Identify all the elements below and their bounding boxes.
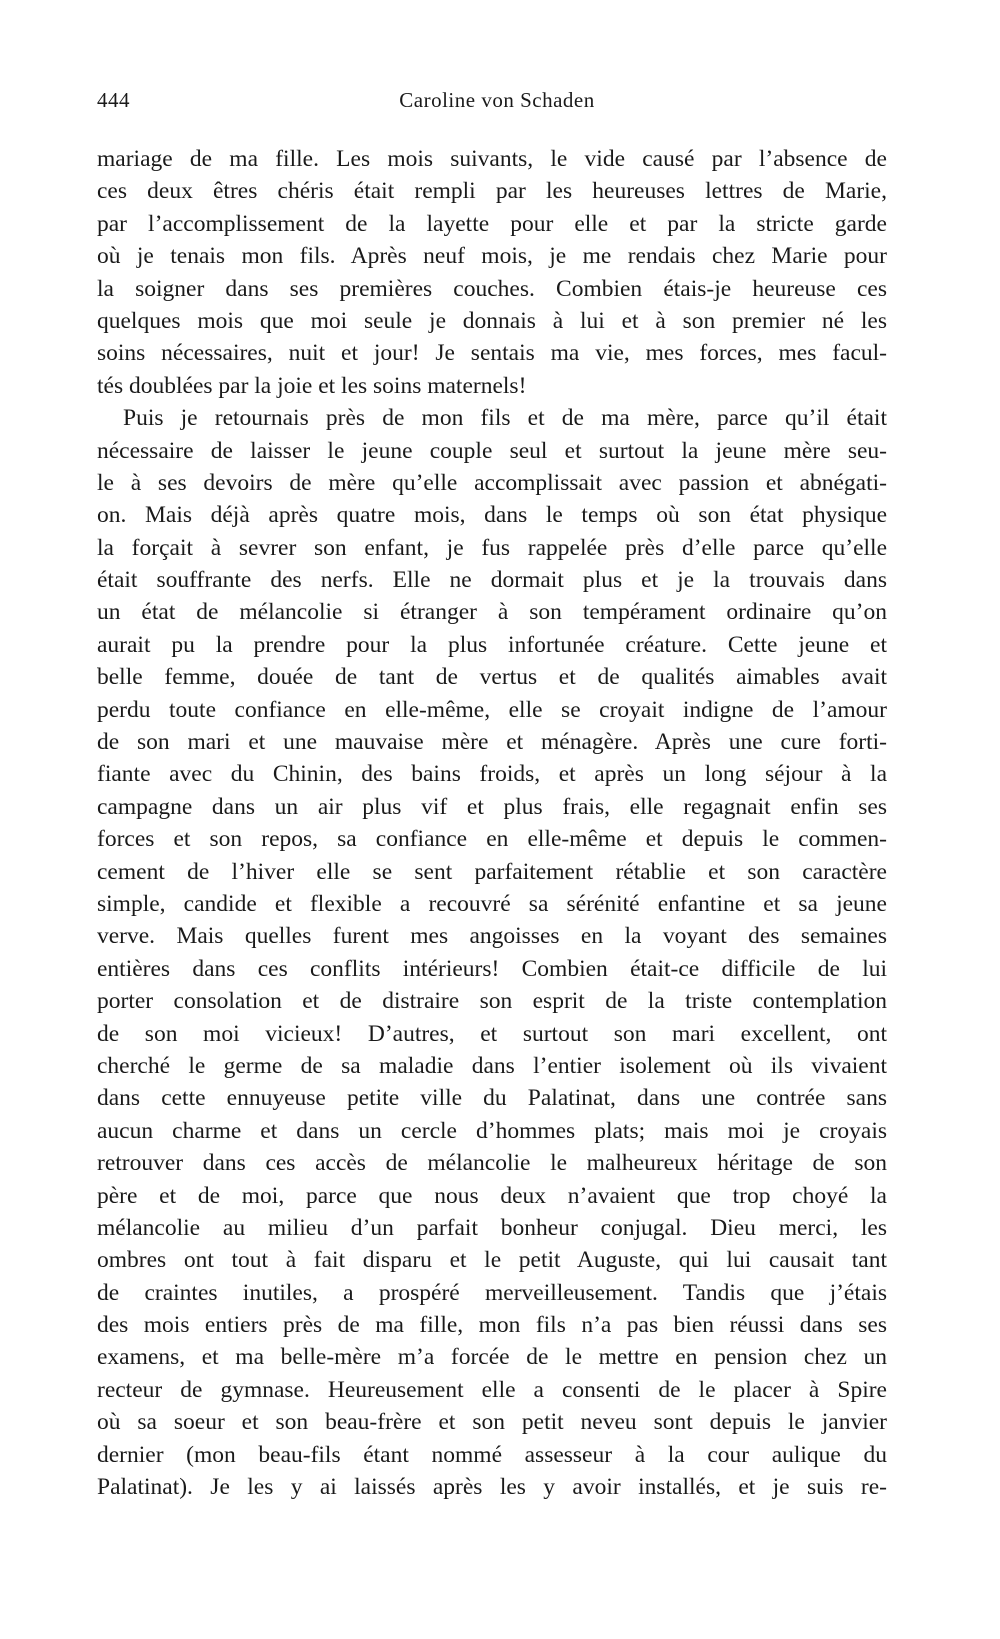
text-line: dernier (mon beau-fils étant nommé assesseur à la cour aulique du — [97, 1441, 887, 1468]
text-line: Palatinat). Je les y ai laissés après les y avoir installés, et je suis re- — [97, 1474, 887, 1501]
text-line: entières dans ces conflits intérieurs! Combien était-ce difficile de lui — [97, 955, 887, 982]
running-head — [97, 82, 897, 118]
text-line: examens, et ma belle-mère m’a forcée de le mettre en pension chez un — [97, 1344, 887, 1371]
text-line: dans cette ennuyeuse petite ville du Palatinat, dans une contrée sans — [97, 1085, 887, 1112]
text-line: campagne dans un air plus vif et plus frais, elle regagnait enfin ses — [97, 793, 887, 820]
text-line: cherché le germe de sa maladie dans l’entier isolement où ils vivaient — [97, 1052, 887, 1079]
body-text — [97, 143, 887, 1503]
text-line: un état de mélancolie si étranger à son tempérament ordinaire qu’on — [97, 599, 887, 626]
paragraph-first-line: Puis je retournais près de mon fils et de ma mère, parce qu’il était — [123, 405, 887, 432]
text-line: cement de l’hiver elle se sent parfaitement rétablie et son caractère — [97, 858, 887, 885]
text-line: fiante avec du Chinin, des bains froids, et après un long séjour à la — [97, 761, 887, 788]
text-line: où sa soeur et son beau-frère et son petit neveu sont depuis le janvier — [97, 1409, 887, 1436]
page-number: 444 — [97, 88, 130, 112]
text-line: forces et son repos, sa confiance en elle-même et depuis le commen- — [97, 826, 887, 853]
text-line: de son mari et une mauvaise mère et ménagère. Après une cure forti- — [97, 729, 887, 756]
text-line: la soigner dans ses premières couches. Combien étais-je heureuse ces — [97, 275, 887, 302]
text-line: où je tenais mon fils. Après neuf mois, je me rendais chez Marie pour — [97, 243, 887, 270]
text-line: recteur de gymnase. Heureusement elle a consenti de le placer à Spire — [97, 1376, 887, 1403]
text-line: par l’accomplissement de la layette pour elle et par la stricte garde — [97, 210, 887, 237]
text-line: simple, candide et flexible a recouvré sa sérénité enfantine et sa jeune — [97, 890, 887, 917]
running-title: Caroline von Schaden — [399, 88, 595, 112]
text-line: soins nécessaires, nuit et jour! Je sentais ma vie, mes forces, mes facul- — [97, 340, 887, 367]
text-line: on. Mais déjà après quatre mois, dans le temps où son état physique — [97, 502, 887, 529]
text-line: perdu toute confiance en elle-même, elle se croyait indigne de l’amour — [97, 696, 887, 723]
text-line: belle femme, douée de tant de vertus et de qualités aimables avait — [97, 664, 887, 691]
text-line: de craintes inutiles, a prospéré merveilleusement. Tandis que j’étais — [97, 1279, 887, 1306]
text-line: la forçait à sevrer son enfant, je fus rappelée près d’elle parce qu’elle — [97, 534, 887, 561]
text-line: nécessaire de laisser le jeune couple seul et surtout la jeune mère seu- — [97, 437, 887, 464]
text-line: verve. Mais quelles furent mes angoisses en la voyant des semaines — [97, 923, 887, 950]
text-line: quelques mois que moi seule je donnais à lui et à son premier né les — [97, 307, 887, 334]
text-line: père et de moi, parce que nous deux n’avaient que trop choyé la — [97, 1182, 887, 1209]
text-line: de son moi vicieux! D’autres, et surtout son mari excellent, ont — [97, 1020, 887, 1047]
text-line: aucun charme et dans un cercle d’hommes plats; mais moi je croyais — [97, 1117, 887, 1144]
text-line: des mois entiers près de ma fille, mon fils n’a pas bien réussi dans ses — [97, 1312, 887, 1339]
text-line: ombres ont tout à fait disparu et le petit Auguste, qui lui causait tant — [97, 1247, 887, 1274]
text-line: mariage de ma fille. Les mois suivants, le vide causé par l’absence de — [97, 146, 887, 172]
text-line: le à ses devoirs de mère qu’elle accomplissait avec passion et abnégati- — [97, 469, 887, 496]
text-line: porter consolation et de distraire son esprit de la triste contemplation — [97, 988, 887, 1015]
text-line: ces deux êtres chéris était rempli par les heureuses lettres de Marie, — [97, 178, 887, 205]
text-line: retrouver dans ces accès de mélancolie le malheureux héritage de son — [97, 1150, 887, 1177]
text-line: mélancolie au milieu d’un parfait bonheur conjugal. Dieu merci, les — [97, 1214, 887, 1241]
text-line: tés doublées par la joie et les soins maternels! — [97, 372, 527, 399]
text-line: aurait pu la prendre pour la plus infortunée créature. Cette jeune et — [97, 631, 887, 658]
text-line: était souffrante des nerfs. Elle ne dormait plus et je la trouvais dans — [97, 567, 887, 594]
